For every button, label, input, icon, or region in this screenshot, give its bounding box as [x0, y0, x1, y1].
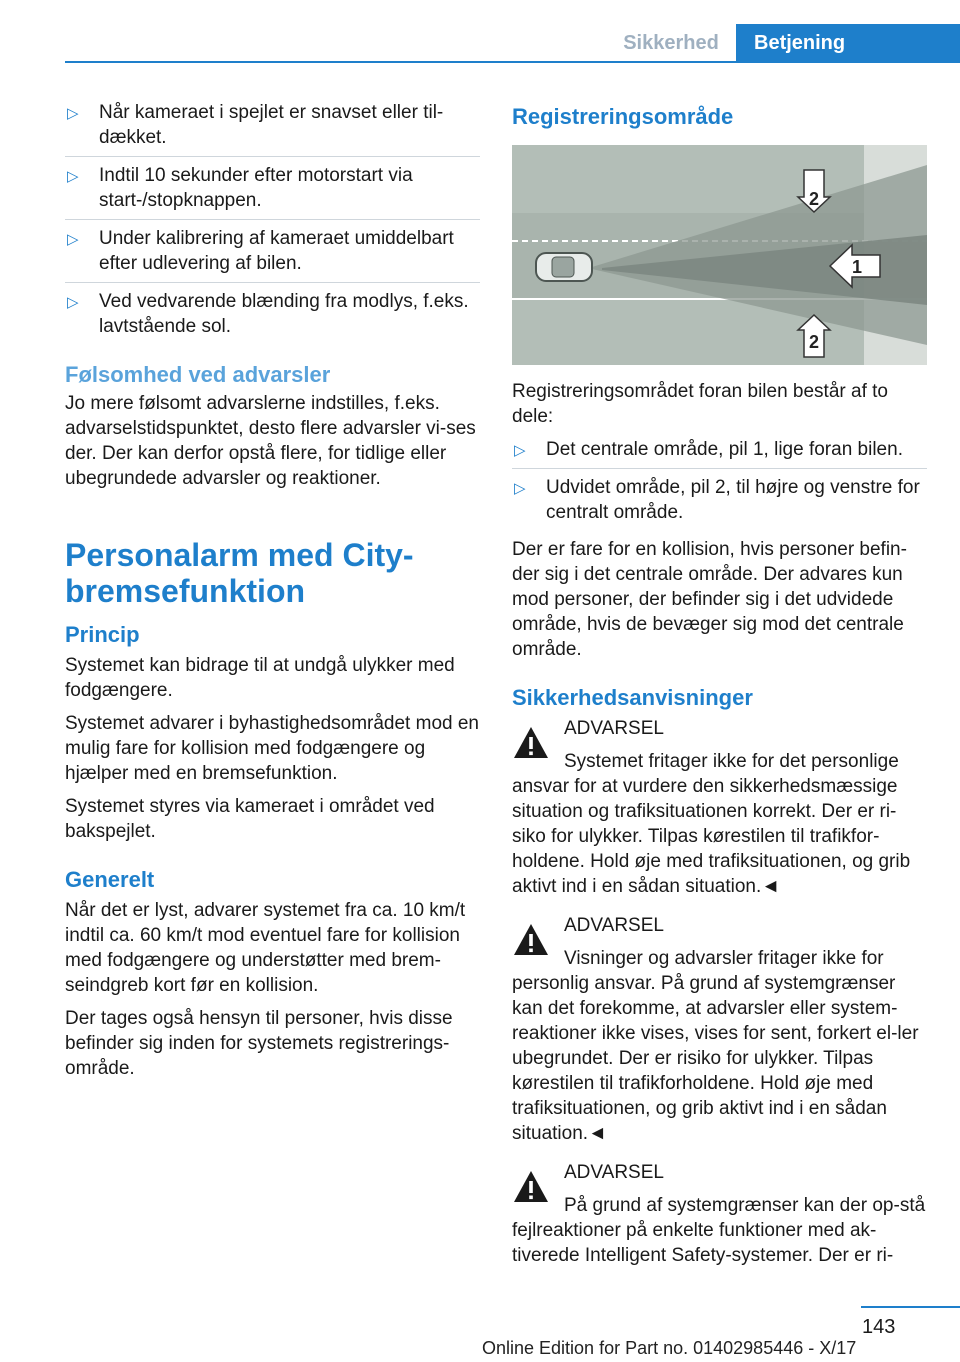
edition-note: Online Edition for Part no. 01402985446 - X/17 [482, 1338, 857, 1358]
warning-text: På grund af systemgrænser kan der op-stå fejlreaktioner på enkelte funktioner med ak-tiverede Intelligent Safety-systemer. Der er ri- [512, 1195, 926, 1266]
svg-text:2: 2 [808, 332, 820, 352]
page-title: Personalarm med City-bremsefunktion [65, 537, 414, 609]
safety-heading: Sikkerhedsanvisninger [512, 685, 753, 710]
bullet-triangle-icon: ▷ [67, 168, 79, 185]
warning-text: Visninger og advarsler fritager ikke for personlig ansvar. På grund af systemgrænser kan det forekomme, at advarsler eller system-reaktioner ikke vises, vises for sent, forkert el-ler ubegrundet. Der er risiko for ulykker. Tilpas kørestilen til trafikforholdene. Hold øje med trafiksituationen, og grib aktivt ind i en sådan situation.◄ [512, 948, 919, 1144]
area-list [512, 437, 927, 531]
warning-block [512, 1160, 927, 1268]
principle-heading: Princip [65, 622, 140, 647]
tab-sikkerhed[interactable]: Sikkerhed [623, 32, 719, 54]
left-column [65, 100, 480, 1089]
detection-diagram [512, 145, 927, 365]
svg-text:2: 2 [808, 189, 820, 209]
warning-text: Systemet fritager ikke for det personlige ansvar for at vurdere den sikkerhedsmæssige situation og trafiksituationen korrekt. Der er ri-siko for ulykker. Tilpas kørestilen til trafikfor-holdene. Hold øje med trafiksituationen, og grib aktivt ind i en sådan situation.◄ [512, 751, 911, 897]
list-item: ▷ Når kameraet i spejlet er snavset eller til-dækket. [65, 100, 480, 157]
general-paragraph-1: Når det er lyst, advarer systemet fra ca. 10 km/t indtil ca. 60 km/t mod eventuel fare for kollision med fodgængere og understøtter med brem-seindgreb kort før en kollision. [65, 900, 466, 996]
tab-betjening[interactable]: Betjening [736, 24, 960, 62]
sensitivity-heading: Følsomhed ved advarsler [65, 362, 331, 387]
general-heading: Generelt [65, 867, 155, 892]
sensitivity-text: Jo mere følsomt advarslerne indstilles, f.eks. advarselstidspunktet, desto flere advarsler vi-ses der. Der kan derfor opstå flere, for tidlige eller ubegrundede advarsler og reaktioner. [65, 393, 476, 489]
warning-triangle-icon [512, 724, 550, 762]
warning-title: ADVARSEL [564, 718, 664, 739]
warning-triangle-icon [512, 1168, 550, 1206]
list-item: ▷ Indtil 10 sekunder efter motorstart via start-/stopknappen. [65, 163, 480, 220]
list-item: ▷ Ved vedvarende blænding fra modlys, f.eks. lavtstående sol. [67, 291, 469, 337]
figure-caption: Registreringsområdet foran bilen består af to dele: [512, 381, 888, 427]
header-rule [65, 61, 960, 63]
footer-rule [861, 1306, 960, 1308]
bullet-triangle-icon: ▷ [514, 480, 526, 497]
car-icon [536, 253, 592, 281]
principle-paragraph-2: Systemet advarer i byhastighedsområdet mod en mulig fare for kollision med fodgængere og hjælper med en bremsefunktion. [65, 713, 479, 784]
warning-title: ADVARSEL [564, 1162, 664, 1183]
warning-block [512, 913, 927, 1146]
warning-block [512, 716, 927, 899]
warning-title: ADVARSEL [564, 915, 664, 936]
list-item: ▷ Under kalibrering af kameraet umiddelbart efter udlevering af bilen. [65, 226, 480, 283]
principle-paragraph-1: Systemet kan bidrage til at undgå ulykker med fodgængere. [65, 655, 455, 701]
warning-triangle-icon [512, 921, 550, 959]
right-column [512, 100, 927, 1276]
bullet-triangle-icon: ▷ [514, 442, 526, 459]
bullet-triangle-icon: ▷ [67, 294, 79, 311]
detection-area-heading: Registreringsområde [512, 104, 734, 129]
condition-list [65, 100, 480, 345]
general-paragraph-2: Der tages også hensyn til personer, hvis disse befinder sig inden for systemets registrerings-område. [65, 1008, 453, 1079]
detection-area-figure [512, 145, 927, 365]
collision-paragraph: Der er fare for en kollision, hvis personer befin-der sig i det centrale område. Der advares kun mod personer, der befinder sig i det udvidede område, hvis de bevæger sig mod det centrale område. [512, 539, 907, 660]
svg-text:1: 1 [851, 257, 863, 277]
bullet-triangle-icon: ▷ [67, 231, 79, 248]
list-item: ▷ Udvidet område, pil 2, til højre og venstre for centralt område. [514, 477, 920, 523]
bullet-triangle-icon: ▷ [67, 105, 79, 122]
principle-paragraph-3: Systemet styres via kameraet i området ved bakspejlet. [65, 796, 435, 842]
list-item: ▷ Det centrale område, pil 1, lige foran bilen. [512, 437, 927, 469]
page-number: 143 [862, 1316, 896, 1338]
